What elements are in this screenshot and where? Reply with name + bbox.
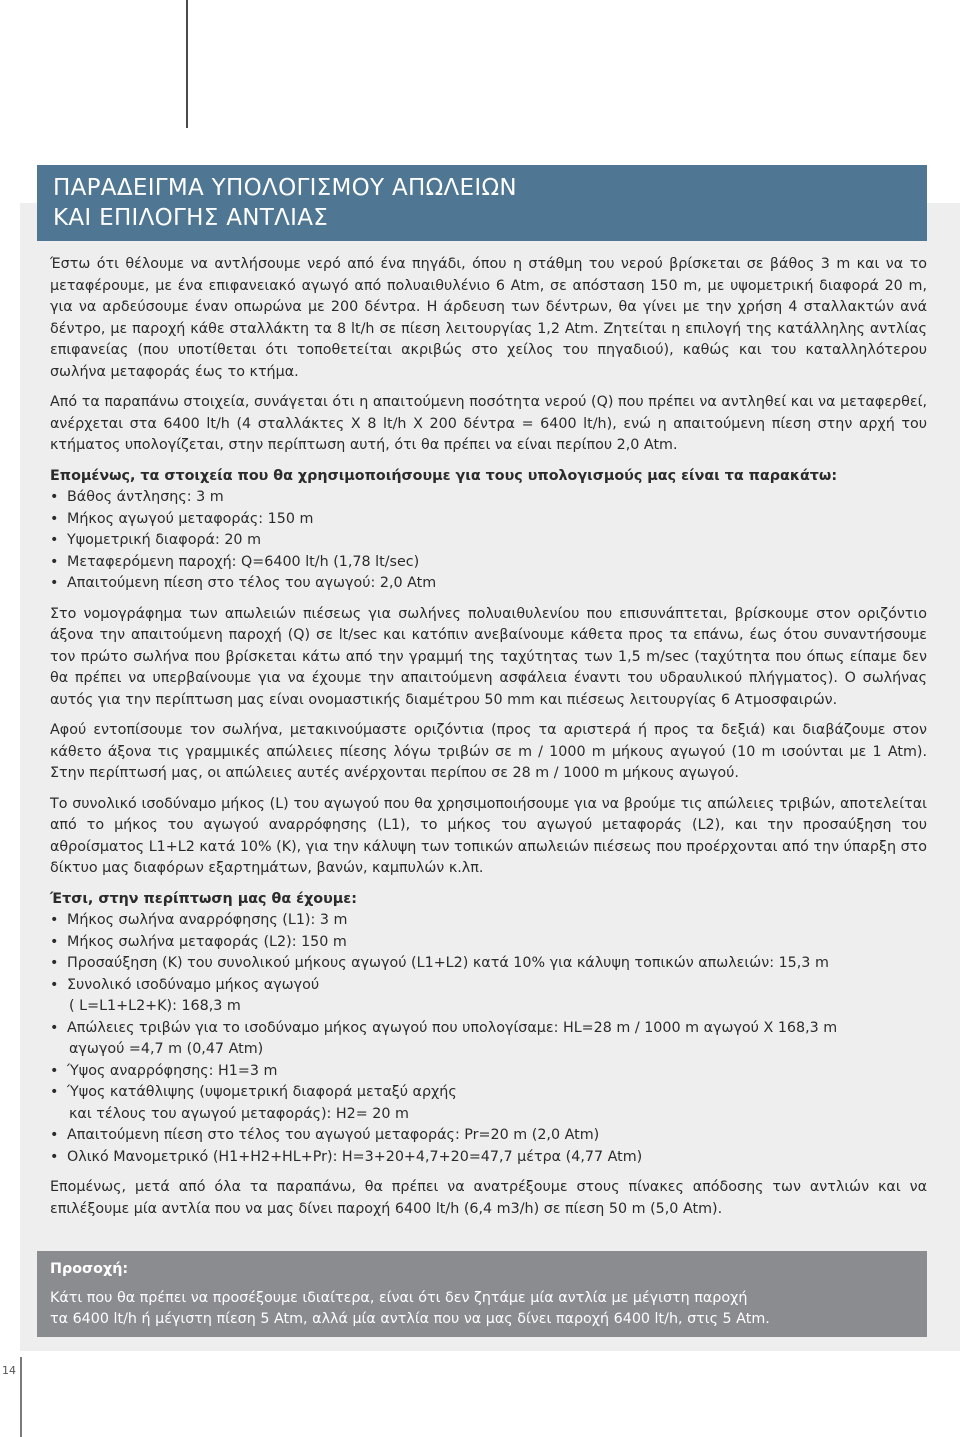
section-title xyxy=(37,165,927,241)
data-list-heading: Επομένως, τα στοιχεία που θα χρησιμοποιήσουμε για τους υπολογισμούς μας είναι τα παρακάτω: xyxy=(50,467,838,484)
paragraph-required-flow: Από τα παραπάνω στοιχεία, συνάγεται ότι η απαιτούμενη ποσότητα νερού (Q) που πρέπει να αντληθεί και να μεταφερθεί, ανέρχεται στα 6400 lt/h (4 σταλλάκτες Χ 8 lt/h X 200 δέντρα = 6400 lt/h), ενώ η απαιτούμενη πίεση στην αρχή του κτήματος υπολογίζεται, στην περίπτωση αυτή, ότι θα πρέπει να είναι περίπου 2,0 Atm. xyxy=(50,394,927,453)
list-item-text: Απώλειες τριβών για το ισοδύναμο μήκος αγωγού που υπολογίσαμε: HL=28 m / 1000 m αγωγού X 168,3 m xyxy=(67,1019,838,1036)
paragraph-equivalent-length: Το συνολικό ισοδύναμο μήκος (L) του αγωγού που θα χρησιμοποιήσουμε για να βρούμε τις απώλειες τριβών, αποτελείται από το μήκος του αγωγού αναρρόφησης (L1), το μήκος του αγωγού μεταφοράς (L2), και την προσαύξηση του αθροίσματος L1+L2 κατά 10% (Κ), για την κάλυψη των τοπικών απωλειών πιέσεως που προέρχονται από την ύπαρξη στο δίκτυο μας διαφόρων εξαρτημάτων, βανών, καμπυλών κ.λπ. xyxy=(50,795,927,876)
page-number: 14 xyxy=(2,1364,16,1377)
list-item xyxy=(50,975,927,1018)
calculation-list xyxy=(50,910,927,1168)
input-data-list xyxy=(50,487,927,595)
list-item: • Μήκος σωλήνα μεταφοράς (L2): 150 m xyxy=(50,932,927,954)
list-item: • Μήκος αγωγού μεταφοράς: 150 m xyxy=(50,509,927,531)
list-item: • Προσαύξηση (Κ) του συνολικού μήκους αγωγού (L1+L2) κατά 10% για κάλυψη τοπικών απωλειών: 15,3 m xyxy=(50,953,927,975)
list-item-text: Ύψος κατάθλιψης (υψομετρική διαφορά μεταξύ αρχής xyxy=(67,1084,457,1100)
attention-note xyxy=(37,1251,927,1337)
paragraph-nomogram: Στο νομογράφημα των απωλειών πιέσεως για σωλήνες πολυαιθυλενίου που επισυνάπτεται, βρίσκουμε στον οριζόντιο άξονα την απαιτούμενη παροχή (Q) σε lt/sec και κατόπιν ανεβαίνουμε κάθετα προς τα επάνω, έως ότου συναντήσουμε τον πρώτο σωλήνα που βρίσκεται κάτω από την γραμμή της ταχύτητας των 1,5 m/sec (ταχύτητα που όπως είπαμε δεν θα πρέπει να υπερβαίνουμε για να έχουμε την απαιτούμενη ασφάλεια έναντι του υδραυλικού πλήγματος). Ο σωλήνας αυτός για την περίπτωση μας είναι ονομαστικής διαμέτρου 50 mm και πιέσεως λειτουργίας 6 Ατμοσφαιρών. xyxy=(50,605,927,708)
list-item: • Ολικό Μανομετρικό (H1+H2+HL+Pr): H=3+20+4,7+20=47,7 μέτρα (4,77 Atm) xyxy=(50,1147,927,1169)
list-item-continuation: και τέλους του αγωγού μεταφοράς): H2= 20 m xyxy=(69,1105,409,1122)
top-vertical-rule xyxy=(186,0,188,128)
list-item: • Βάθος άντλησης: 3 m xyxy=(50,487,927,509)
list-item-text: Συνολικό ισοδύναμο μήκος αγωγού xyxy=(67,976,320,993)
list-item xyxy=(50,1082,927,1125)
calculation-heading: Έτσι, στην περίπτωση μας θα έχουμε: xyxy=(50,890,357,907)
list-item: • Υψομετρική διαφορά: 20 m xyxy=(50,530,927,552)
list-item: • Απαιτούμενη πίεση στο τέλος του αγωγού: 2,0 Atm xyxy=(50,573,927,595)
paragraph-conclusion: Επομένως, μετά από όλα τα παραπάνω, θα πρέπει να ανατρέξουμε στους πίνακες απόδοσης των αντλιών και να επιλέξουμε μία αντλία που να μας δίνει παροχή 6400 lt/h (6,4 m3/h) σε πίεση 50 m (5,0 Atm). xyxy=(50,1179,927,1217)
title-line-2: ΚΑΙ ΕΠΙΛΟΓΗΣ ΑΝΤΛΙΑΣ xyxy=(53,205,329,231)
article-body xyxy=(50,254,927,1229)
list-item: • Μεταφερόμενη παροχή: Q=6400 lt/h (1,78 lt/sec) xyxy=(50,552,927,574)
paragraph-intro: Έστω ότι θέλουμε να αντλήσουμε νερό από ένα πηγάδι, όπου η στάθμη του νερού βρίσκεται σε βάθος 3 m και να το μεταφέρουμε, με ένα επιφανειακό αγωγό από πολυαιθυλένιο 6 Atm, σε απόσταση 150 m, με υψομετρική διαφορά 20 m, για να αρδεύσουμε έναν οπωρώνα με 200 δέντρα. Η άρδευση των δέντρων, θα γίνει με την χρήση 4 σταλλακτών ανά δέντρο, με παροχή κάθε σταλλάκτη τα 8 lt/h σε πίεση λειτουργίας 1,2 Atm. Ζητείται η επιλογή της κατάλληλης αντλίας επιφανείας (που υποτίθεται ότι τοποθετείται ακριβώς στο χείλος του πηγαδιού), καθώς και του καταλληλότερου σωλήνα μεταφοράς έως το κτήμα. xyxy=(50,256,927,380)
paragraph-friction-losses: Αφού εντοπίσουμε τον σωλήνα, μετακινούμαστε οριζόντια (προς τα αριστερά ή προς τα δεξιά) και διαβάζουμε στον κάθετο άξονα τις γραμμικές απώλειες πίεσης λόγω τριβών σε m / 1000 m μήκους αγωγού (10 m ισούνται με 1 Atm). Στην περίπτωσή μας, οι απώλειες αυτές ανέρχονται περίπου σε 28 m / 1000 m μήκους αγωγού. xyxy=(50,722,927,781)
page-number-rule xyxy=(20,1357,22,1437)
list-item: • Ύψος αναρρόφησης: H1=3 m xyxy=(50,1061,927,1083)
list-item: • Μήκος σωλήνα αναρρόφησης (L1): 3 m xyxy=(50,910,927,932)
title-line-1: ΠΑΡΑΔΕΙΓΜΑ ΥΠΟΛΟΓΙΣΜΟΥ ΑΠΩΛΕΙΩΝ xyxy=(53,175,517,201)
list-item xyxy=(50,1018,927,1061)
list-item-continuation: ( L=L1+L2+K): 168,3 m xyxy=(69,998,241,1014)
note-line-2: τα 6400 lt/h ή μέγιστη πίεση 5 Atm, αλλά μία αντλία που να μας δίνει παροχή 6400 lt/h, στις 5 Atm. xyxy=(50,1311,770,1327)
note-title: Προσοχή: xyxy=(50,1261,129,1277)
note-line-1: Κάτι που θα πρέπει να προσέξουμε ιδιαίτερα, είναι ότι δεν ζητάμε μία αντλία με μέγιστη παροχή xyxy=(50,1289,748,1306)
list-item-continuation: αγωγού =4,7 m (0,47 Atm) xyxy=(69,1041,264,1057)
list-item: • Απαιτούμενη πίεση στο τέλος του αγωγού μεταφοράς: Pr=20 m (2,0 Atm) xyxy=(50,1125,927,1147)
